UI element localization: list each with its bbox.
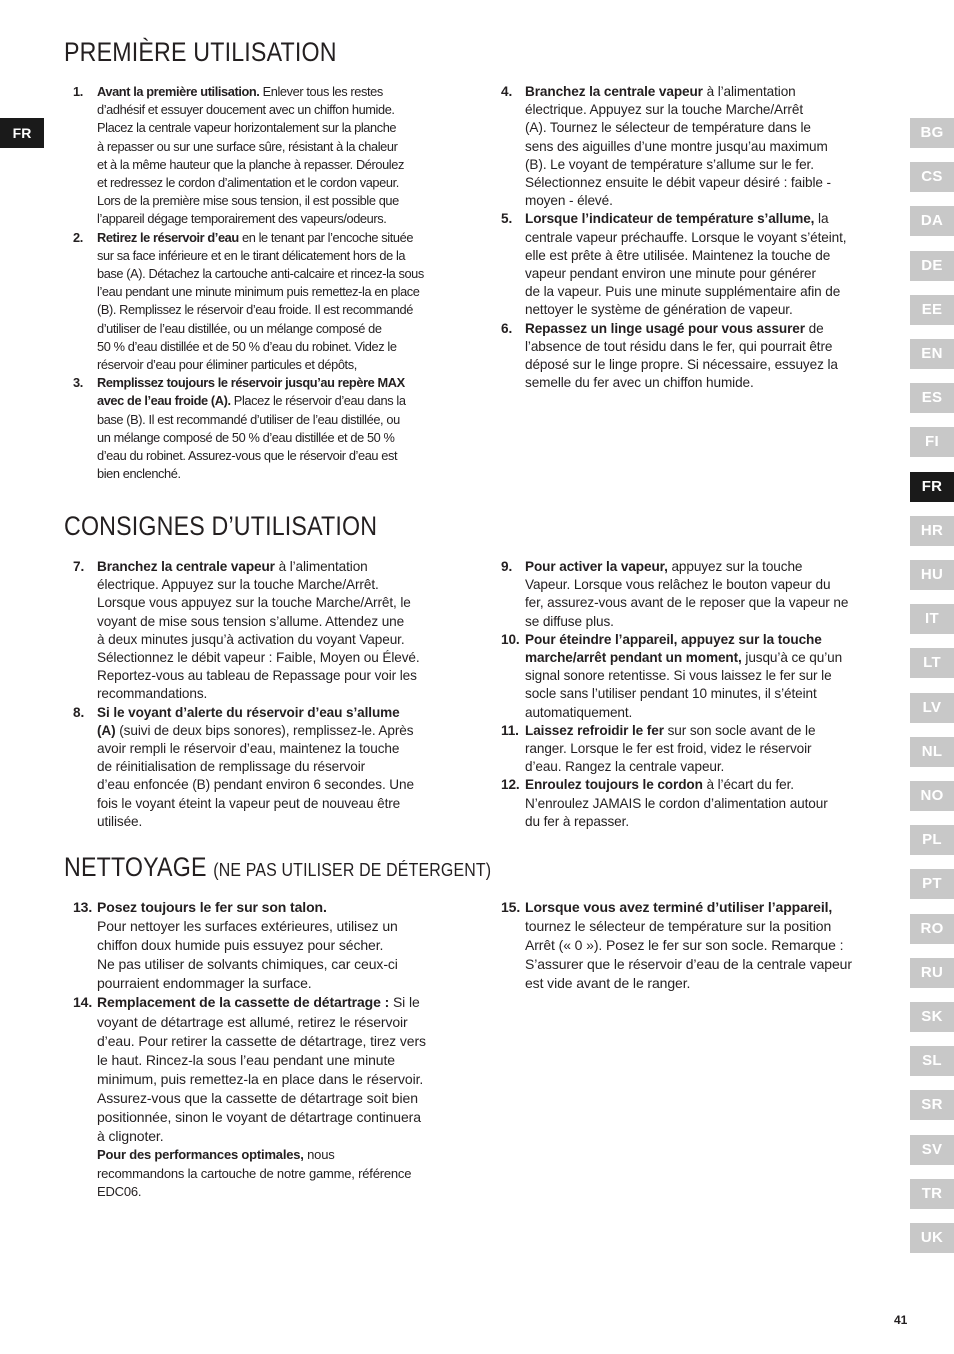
side-language-tab: FR	[0, 118, 44, 148]
step-text: appuyez sur la touche Vapeur. Lorsque vous relâchez le bouton vapeur du fer, assurez-vous avant de le reposer que la vapeur ne se diffuse plus.	[525, 559, 849, 629]
step-lead: Lorsque l’indicateur de température s’allume,	[525, 211, 815, 227]
step-text: Si le voyant de détartrage est allumé, retirez le réservoir d’eau. Pour retirer la cassette de détartrage, tirez vers le haut. Rincez-la sous l’eau pendant une minute minimum, puis remettez-la en place dans le réservoir. Assurez-vous que la cassette de détartrage soit bien positionnée, sinon le voyant de détartrage continuera à clignoter.	[97, 994, 426, 1145]
language-tab-uk: UK	[910, 1223, 954, 1253]
section-heading-nettoyage	[64, 852, 561, 882]
step-lead: Branchez la centrale vapeur	[525, 84, 703, 99]
step-number: 11.	[501, 722, 519, 738]
language-tab-pl: PL	[910, 825, 954, 855]
step-lead: Pour éteindre l’appareil, appuyez sur la touche marche/arrêt pendant un moment,	[525, 631, 822, 666]
step-5	[501, 210, 886, 319]
step-lead: Lorsque vous avez terminé d’utiliser l’appareil,	[525, 899, 833, 915]
step-13	[73, 898, 458, 993]
step-number: 6.	[501, 320, 513, 336]
heading-main: NETTOYAGE	[64, 852, 207, 882]
section-heading-consignes	[64, 511, 428, 541]
language-tab-fr: FR	[910, 472, 954, 502]
language-tab-hu: HU	[910, 560, 954, 590]
step-text: à l’alimentation électrique. Appuyez sur la touche Marche/Arrêt. Lorsque vous appuyez sur la touche Marche/Arrêt, le voyant de mise sous tension s’allume. Attendez une à deux minutes jusqu’à activation du voyant Vapeur. Sélectionnez le débit vapeur : Faible, Moyen ou Élevé. Reportez-vous au tableau de Repassage pour voir les recommandations.	[97, 559, 420, 702]
step-text: (suivi de deux bips sonores), remplissez-le. Après avoir rempli le réservoir d’eau, maintenez la touche de réinitialisation de remplissage du réservoir d’eau enfoncée (B) pendant environ 6 secondes. Une fois le voyant éteint la vapeur peut de nouveau être utilisée.	[97, 722, 414, 829]
language-tab-hr: HR	[910, 516, 954, 546]
step-text: la centrale vapeur préchauffe. Lorsque le voyant s’éteint, elle est prête à être utilisée. Maintenez la touche de vapeur pendant environ une minute pour générer de la vapeur. Puis une minute supplémentaire afin de nettoyer le système de génération de vapeur.	[525, 211, 847, 318]
step-lead: Avant la première utilisation.	[97, 84, 260, 99]
step-number: 8.	[73, 704, 85, 720]
list-right-consignes	[501, 558, 886, 831]
step-number: 5.	[501, 211, 513, 227]
note-text: nous recommandons la cartouche de notre gamme, référence EDC06.	[97, 1147, 412, 1200]
language-tab-sk: SK	[910, 1002, 954, 1032]
list-right-nettoyage	[501, 898, 886, 993]
step-14	[73, 993, 458, 1220]
step-3	[73, 374, 458, 483]
step-10	[501, 631, 886, 722]
language-tab-sl: SL	[910, 1046, 954, 1076]
language-tab-sr: SR	[910, 1090, 954, 1120]
language-tab-nl: NL	[910, 737, 954, 767]
language-tab-no: NO	[910, 781, 954, 811]
section-heading-premiere-utilisation	[64, 37, 381, 67]
language-tab-de: DE	[910, 251, 954, 281]
step-number: 9.	[501, 559, 513, 574]
step-lead: Posez toujours le fer sur son talon.	[97, 899, 327, 915]
step-number: 7.	[73, 559, 85, 574]
step-lead: Remplissez toujours le réservoir jusqu’au repère MAX avec de l’eau froide (A).	[97, 375, 405, 409]
language-tab-sv: SV	[910, 1135, 954, 1165]
step-lead: Retirez le réservoir d’eau	[97, 229, 239, 245]
step-text: de l’absence de tout résidu dans le fer, qui pourrait être déposé sur le linge propre. Si nécessaire, essuyez la semelle du fer avec un chiffon humide.	[525, 320, 838, 391]
step-lead: Branchez la centrale vapeur	[97, 559, 275, 574]
step-1	[73, 83, 458, 229]
step-text: tournez le sélecteur de température sur la position Arrêt (« 0 »). Posez le fer sur son socle. Remarque : S’assurer que le réservoir d’eau de la centrale vapeur est vide avant de le ranger.	[525, 918, 852, 991]
step-number: 13.	[73, 899, 93, 915]
step-8	[73, 704, 458, 831]
step-text: Pour nettoyer les surfaces extérieures, utilisez un chiffon doux humide puis essuyez pour sécher. Ne pas utiliser de solvants chimiques, car ceux-ci pourraient endommager la surface.	[97, 918, 398, 992]
step-11	[501, 722, 886, 777]
step-2	[73, 229, 458, 375]
note-lead: Pour des performances optimales,	[97, 1147, 304, 1163]
step-4	[501, 83, 886, 210]
step-text: en le tenant par l’encoche située sur sa face inférieure et en le tirant délicatement hors de la base (A). Détachez la cartouche anti-calcaire et rincez-la sous l’eau pendant une minute minimum puis remettez-la en place (B). Remplissez le réservoir d’eau froide. Il est recommandé d’utiliser de l’eau distillée, ou un mélange composé de 50 % d’eau distillée et de 50 % d’eau du robinet. Videz le réservoir d’eau pour éliminer particules et dépôts,	[97, 229, 424, 373]
step-lead: Remplacement de la cassette de détartrage :	[97, 994, 390, 1011]
step-number: 3.	[73, 375, 83, 391]
step-lead: Enroulez toujours le cordon	[525, 777, 703, 793]
list-left-nettoyage	[73, 898, 458, 1221]
language-tab-lt: LT	[910, 648, 954, 678]
step-9	[501, 558, 886, 631]
heading-text: PREMIÈRE UTILISATION	[64, 37, 337, 67]
step-number: 12.	[501, 777, 520, 793]
language-tab-cs: CS	[910, 162, 954, 192]
step-number: 1.	[73, 84, 83, 99]
heading-text: CONSIGNES D’UTILISATION	[64, 511, 378, 541]
language-tab-da: DA	[910, 206, 954, 236]
step-lead: Laissez refroidir le fer	[525, 722, 664, 738]
step-number: 4.	[501, 84, 513, 99]
list-left-consignes	[73, 558, 458, 831]
step-number: 10.	[501, 631, 520, 647]
heading-text	[64, 852, 491, 885]
step-12	[501, 776, 886, 831]
language-tab-ru: RU	[910, 958, 954, 988]
language-tab-es: ES	[910, 383, 954, 413]
step-text: Placez le réservoir d’eau dans la base (B). Il est recommandé d’utiliser de l’eau distillée, ou un mélange composé de 50 % d’eau distillée et de 50 % d’eau du robinet. Assurez-vous que le réservoir d’eau est bien enclenché.	[97, 393, 406, 482]
step-text: Enlever tous les restes d’adhésif et essuyer doucement avec un chiffon humide. Placez la centrale vapeur horizontalement sur la planche à repasser ou sur une surface sûre, résistant à la chaleur et à la même hauteur que la planche à repasser. Déroulez et redressez le cordon d’alimentation et le cordon vapeur. Lors de la première mise sous tension, il est possible que l’appareil dégage temporairement des vapeurs/odeurs.	[97, 84, 404, 227]
step-number: 2.	[73, 229, 83, 245]
step-text: sur son socle avant de le ranger. Lorsque le fer est froid, videz le réservoir d’eau. Rangez la centrale vapeur.	[525, 722, 816, 775]
performance-note	[97, 1146, 458, 1202]
language-tab-ro: RO	[910, 914, 954, 944]
step-15	[501, 898, 886, 993]
step-lead: Si le voyant d’alerte du réservoir d’eau s’allume (A)	[97, 704, 400, 738]
language-tab-en: EN	[910, 339, 954, 369]
step-text: à l’alimentation électrique. Appuyez sur la touche Marche/Arrêt (A). Tournez le sélecteur de température dans le sens des aiguilles d’une montre jusqu’au maximum (B). Le voyant de température s’allume sur le fer. Sélectionnez ensuite le débit vapeur désiré : faible - moyen - élevé.	[525, 84, 831, 209]
language-tab-tr: TR	[910, 1179, 954, 1209]
step-lead: Repassez un linge usagé pour vous assurer	[525, 320, 805, 336]
step-text: jusqu’à ce qu’un signal sonore retentisse. Si vous laissez le fer sur le socle sans l’utiliser pendant 10 minutes, il s’éteint automatiquement.	[525, 650, 843, 720]
step-text: à l’écart du fer. N’enroulez JAMAIS le cordon d’alimentation autour du fer à repasser.	[525, 777, 828, 829]
step-number: 14.	[73, 994, 93, 1011]
language-tab-it: IT	[910, 604, 954, 634]
step-7	[73, 558, 458, 704]
step-number: 15.	[501, 899, 521, 915]
language-tab-pt: PT	[910, 869, 954, 899]
step-lead: Pour activer la vapeur,	[525, 559, 668, 574]
step-6	[501, 320, 886, 393]
list-left-premiere	[73, 83, 458, 483]
language-tab-fi: FI	[910, 427, 954, 457]
list-right-premiere	[501, 83, 886, 392]
language-tab-bg: BG	[910, 118, 954, 148]
language-tab-ee: EE	[910, 295, 954, 325]
heading-note: (NE PAS UTILISER DE DÉTERGENT)	[213, 859, 492, 880]
page-number: 41	[894, 1313, 908, 1327]
language-tab-lv: LV	[910, 693, 954, 723]
